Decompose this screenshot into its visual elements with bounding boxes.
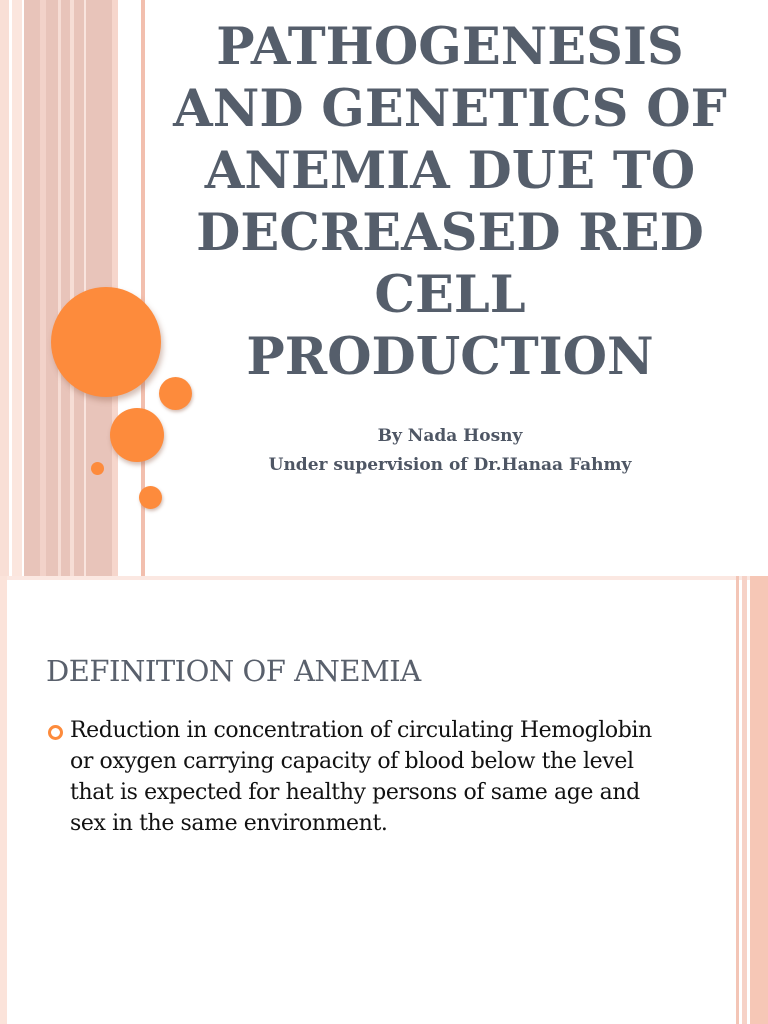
decorative-stripe bbox=[750, 576, 768, 1024]
decorative-stripe bbox=[70, 0, 74, 576]
decorative-stripe bbox=[12, 0, 22, 576]
bullet-circle-icon bbox=[48, 725, 63, 740]
decorative-circle-medium bbox=[110, 408, 164, 462]
decorative-stripe bbox=[736, 576, 739, 1024]
decorative-circle-large bbox=[51, 287, 161, 397]
decorative-stripe bbox=[58, 0, 61, 576]
decorative-bar bbox=[0, 576, 7, 1024]
decorative-stripe bbox=[742, 576, 747, 1024]
decorative-stripe bbox=[84, 0, 86, 576]
decorative-stripe bbox=[40, 0, 46, 576]
bullet-text: Reduction in concentration of circulating Hemoglobin or oxygen carrying capacity of blood below the level that is expected for healthy persons of same age and sex in the same environment. bbox=[70, 718, 652, 836]
decorative-circle-small bbox=[139, 486, 162, 509]
supervisor-line: Under supervision of Dr.Hanaa Fahmy bbox=[268, 455, 632, 475]
slide-title: PATHOGENESIS AND GENETICS OF ANEMIA DUE TO DECREASED RED CELL PRODUCTION bbox=[173, 17, 727, 387]
slide-heading: DEFINITION OF ANEMIA bbox=[46, 654, 421, 688]
decorative-stripe bbox=[0, 0, 9, 576]
decorative-bar bbox=[0, 576, 768, 580]
author-line: By Nada Hosny bbox=[377, 426, 523, 446]
decorative-circle-tiny bbox=[91, 462, 104, 475]
definition-slide bbox=[0, 576, 768, 1024]
